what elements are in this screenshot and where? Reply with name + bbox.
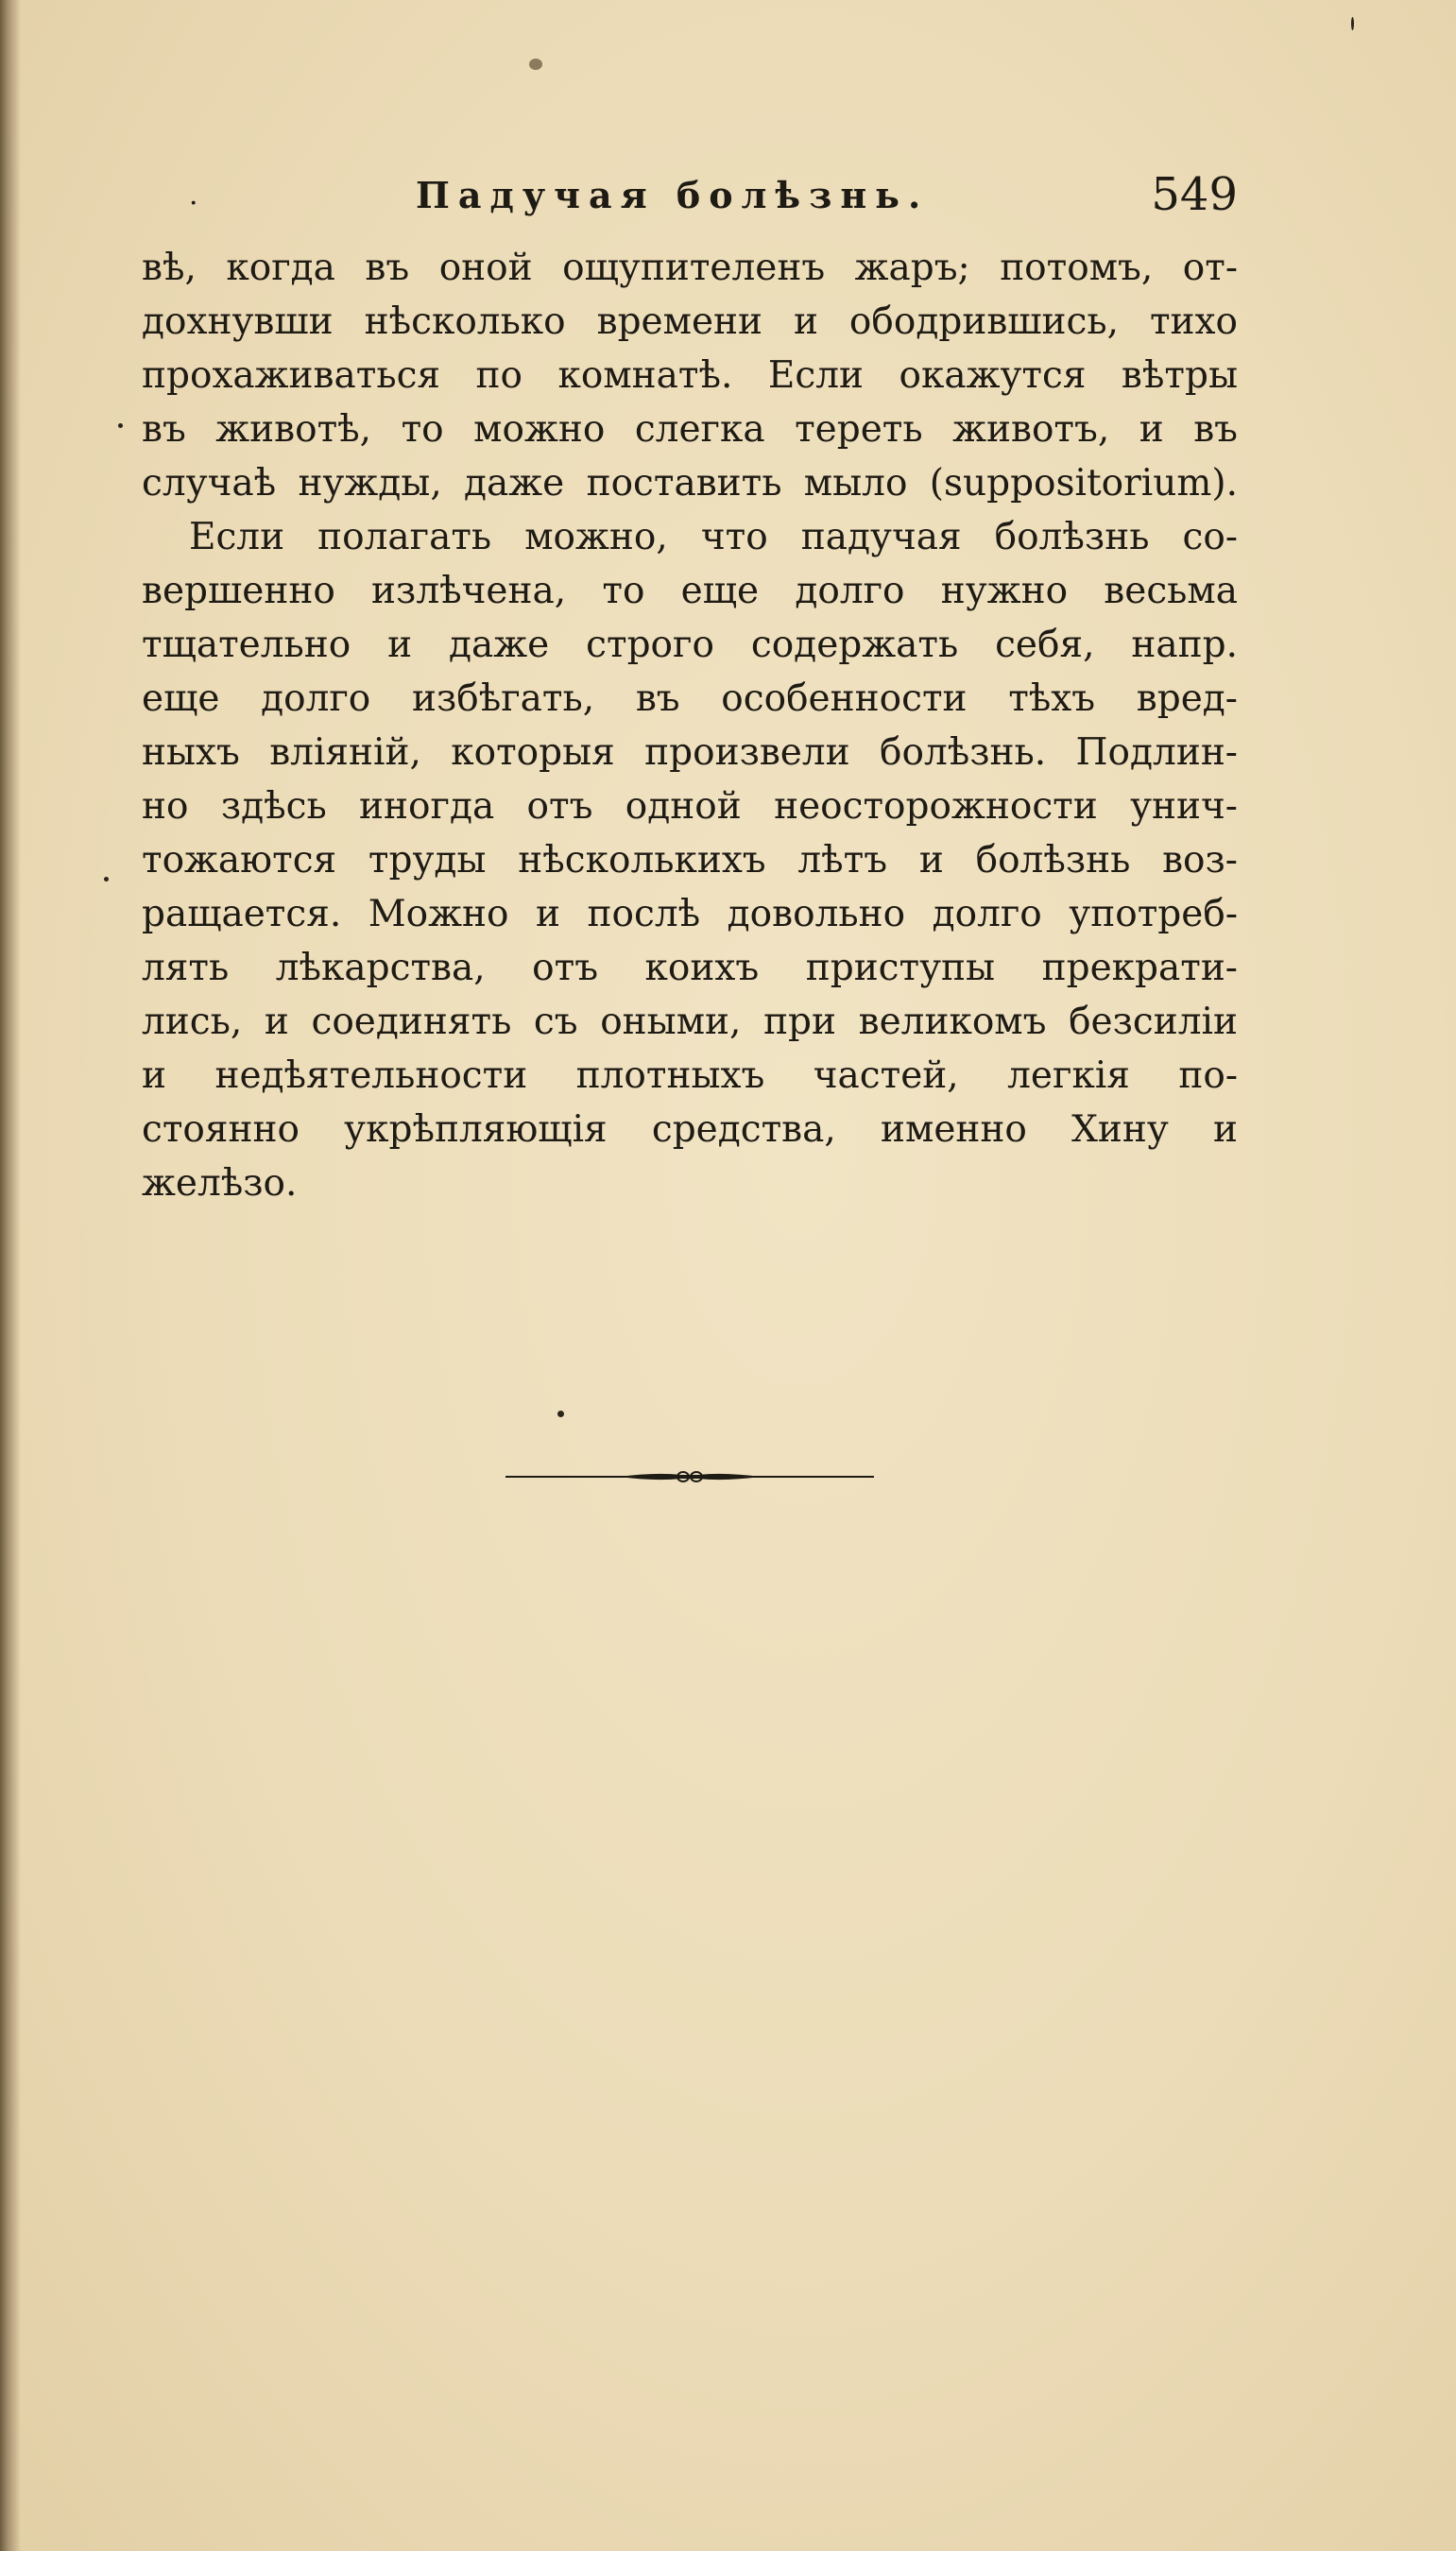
text-line: вѣ, когда въ оной ощупителенъ жаръ; потомъ, от- <box>142 247 1238 289</box>
page-gutter-shadow <box>0 0 21 2551</box>
text-line: но здѣсь иногда отъ одной неосторожности унич- <box>142 785 1238 828</box>
text-line: лять лѣкарства, отъ коихъ приступы прекрати- <box>142 947 1238 989</box>
text-line: прохаживаться по комнатѣ. Если окажутся вѣтры <box>142 354 1238 397</box>
text-line: и недѣятельности плотныхъ частей, легкiя по- <box>142 1054 1238 1097</box>
text-line: стоянно укрѣпляющiя средства, именно Хину и <box>142 1108 1238 1151</box>
text-line: еще долго избѣгать, въ особенности тѣхъ вред- <box>142 677 1238 720</box>
text-line: въ животѣ, то можно слегка тереть животъ, и въ <box>142 408 1238 451</box>
text-line: ныхъ влiянiй, которыя произвели болѣзнь. Подлин- <box>142 731 1238 774</box>
text-line: тожаются труды нѣсколькихъ лѣтъ и болѣзнь воз- <box>142 839 1238 882</box>
header-dot: · <box>189 187 198 220</box>
tailpiece-ornament <box>505 1463 874 1491</box>
text-line: тщательно и даже строго содержать себя, напр. <box>142 624 1238 666</box>
text-line: вершенно излѣчена, то еще долго нужно весьма <box>142 570 1238 612</box>
paragraph-start-line: Если полагать можно, что падучая болѣзнь со- <box>189 516 1238 558</box>
text-line: случаѣ нужды, даже поставить мыло (suppositorium). <box>142 462 1238 505</box>
ink-speck <box>1351 17 1354 30</box>
text-line: лись, и соединять съ оными, при великомъ безсилiи <box>142 1001 1238 1043</box>
running-title: Падучая болѣзнь. <box>416 174 930 216</box>
last-text-line: желѣзо. <box>142 1162 298 1205</box>
ornament-rule <box>505 1472 874 1481</box>
text-line: ращается. Можно и послѣ довольно долго употреб- <box>142 893 1238 935</box>
ink-speck <box>118 423 123 428</box>
body-text <box>142 241 1238 1210</box>
page-header <box>142 168 1238 225</box>
page-number: 549 <box>1151 168 1238 221</box>
ink-speck <box>529 59 542 70</box>
ink-speck <box>557 1411 564 1417</box>
text-line: дохнувши нѣсколько времени и ободрившись, тихо <box>142 300 1238 343</box>
ink-speck <box>104 877 109 882</box>
